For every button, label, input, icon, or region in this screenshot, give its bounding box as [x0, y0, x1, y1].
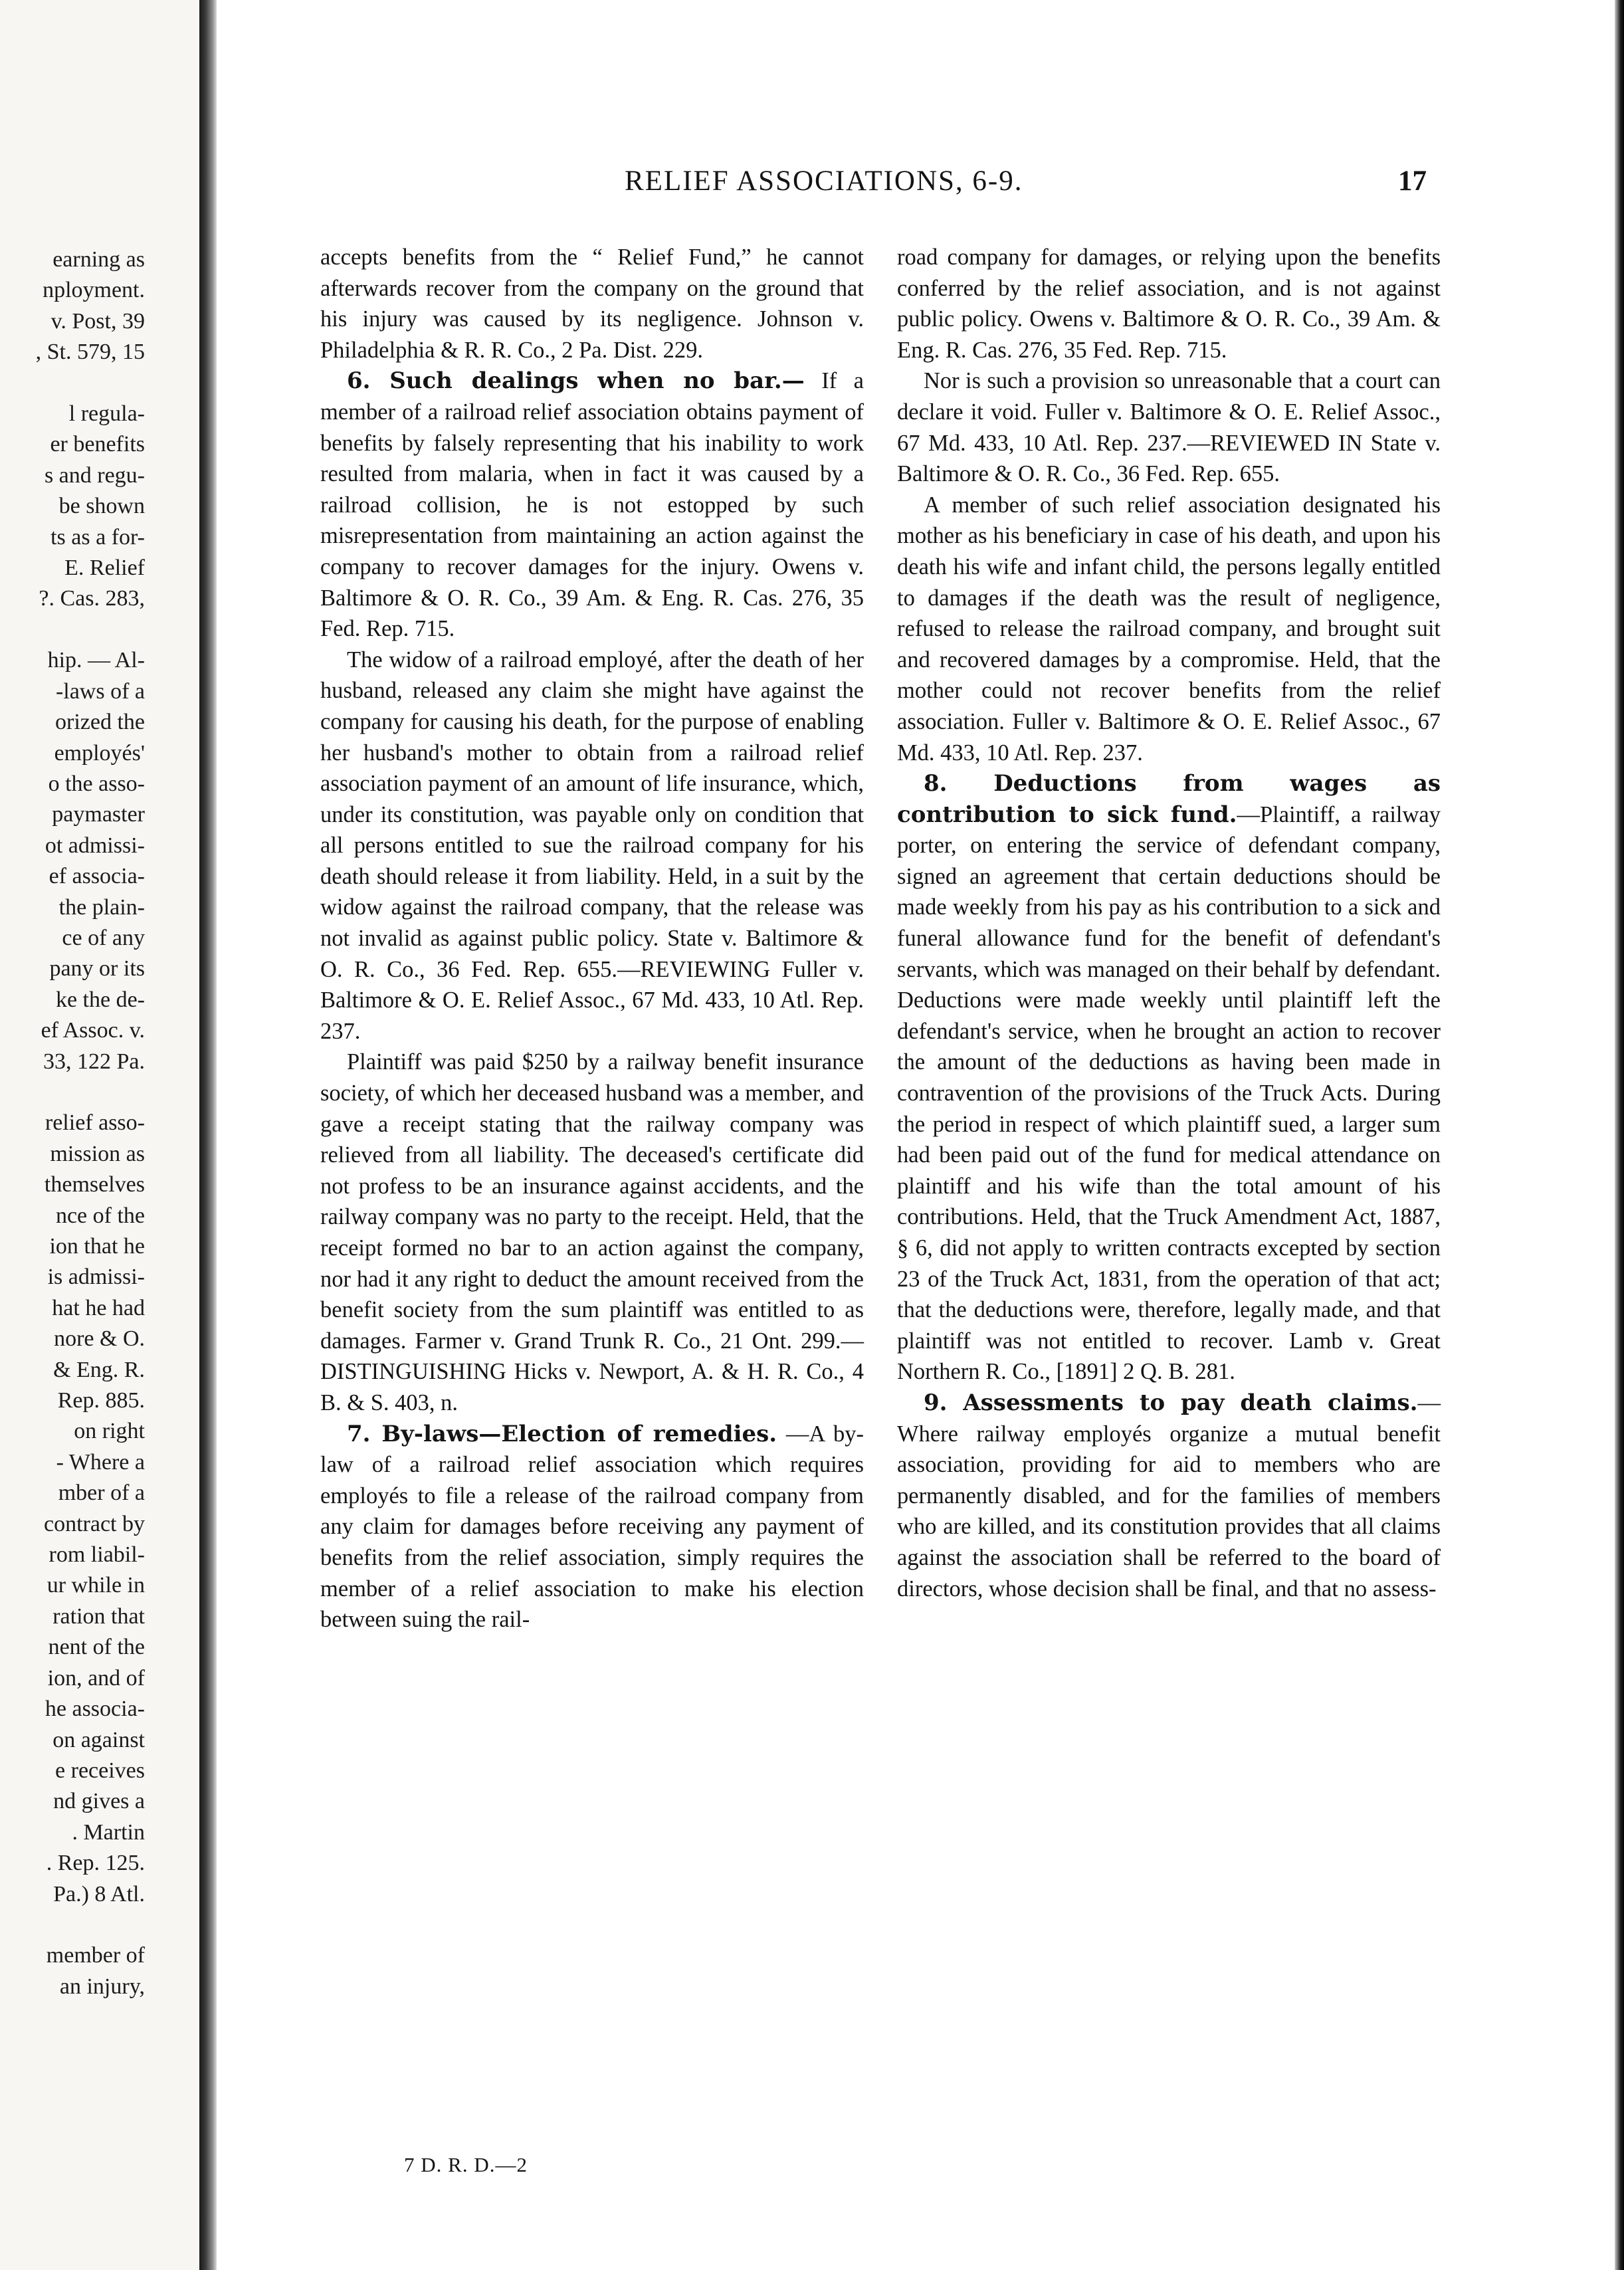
facing-page-line: mission as — [50, 1141, 145, 1166]
facing-page-line: an injury, — [59, 1974, 145, 1999]
paragraph: A member of such relief association designated his mother as his beneficiary in case of his death, and upon his death his wife and infant child, the persons legally entitled to damages if the death was the result of negligence, refused to release the railroad company, and brought suit and recovered damages by a compromise. Held, that the mother could not recover benefits from the relief association. Fuller v. Baltimore & O. E. Relief Assoc., 67 Md. 433, 10 Atl. Rep. 237. — [897, 492, 1441, 766]
facing-page-line: pany or its — [49, 956, 145, 981]
facing-page-line: ef associa- — [49, 864, 145, 889]
paragraph: Nor is such a provision so unreasonable that a court can declare it void. Fuller v. Baltimore & O. E. Relief Assoc., 67 Md. 433, 10 Atl. Rep. 237.—REVIEWED IN State v. Baltimore & O. R. Co., 36 Fed. Rep. 655. — [897, 368, 1441, 487]
facing-page-line: o the asso- — [48, 771, 145, 796]
facing-page-line: ef Assoc. v. — [41, 1018, 145, 1043]
facing-page-line — [0, 1910, 145, 1940]
facing-page-line: ot admissi- — [45, 833, 145, 858]
facing-page-strip — [0, 0, 199, 2270]
facing-page-line: ce of any — [62, 925, 145, 950]
facing-page-line — [0, 368, 145, 399]
facing-page-line: earning as — [52, 247, 145, 272]
section-body: —Plaintiff, a railway porter, on entering the service of defendant company, signed an agreement that certain deductions should be made weekly from his pay as his contribution to a sick and funeral allowance fund for the benefit of defendant's servants, which was managed on their behalf by defendant. Deductions were made weekly until plaintiff left the defendant's service, when he brought an action to recover the amount of the deductions as having been made in contravention of the provisions of the Truck Acts. During the period in respect of which plaintiff sued, a larger sum had been paid out of the fund for medical attendance on plaintiff and his wife than the total amount of his contributions. Held, that the Truck Amendment Act, 1887, § 6, did not apply to written contracts excepted by section 23 of the Truck Act, 1831, from the operation of that act; that the deductions were, therefore, legally made, and that plaintiff was not entitled to recover. Lamb v. Great Northern R. Co., [1891] 2 Q. B. 281. — [897, 801, 1441, 1385]
facing-page-line: nce of the — [55, 1203, 145, 1228]
book-gutter — [199, 0, 217, 2270]
text-column-left — [320, 242, 864, 1635]
section-body: —Where railway employés organize a mutual benefit association, providing for aid to members who are permanently disabled, and for the families of members who are killed, and its constitution provides that all claims against the association shall be referred to the board of directors, whose decision shall be final, and that no assess- — [897, 1390, 1441, 1601]
section-body: If a member of a railroad relief association obtains payment of benefits by falsely representing that his inability to work resulted from malaria, when in fact it was caused by a railroad collision, he is not estopped by such misrepresentation from maintaining an action against the company to recover damages for the injury. Owens v. Baltimore & O. R. Co., 39 Am. & Eng. R. Cas. 276, 35 Fed. Rep. 715. — [320, 368, 864, 642]
facing-page-line: be shown — [58, 494, 145, 519]
facing-page-line: - Where a — [56, 1449, 145, 1475]
paragraph: accepts benefits from the “ Relief Fund,” he cannot afterwards recover from the company on the ground that his injury was caused by its negligence. Johnson v. Philadelphia & R. R. Co., 2 Pa. Dist. 229. — [320, 245, 864, 363]
running-header: RELIEF ASSOCIATIONS, 6-9. — [625, 165, 1023, 197]
facing-page-line: nployment. — [43, 278, 145, 303]
page-number: 17 — [1398, 165, 1427, 197]
facing-page-line: he associa- — [45, 1697, 145, 1722]
facing-page-line: & Eng. R. — [53, 1357, 145, 1382]
section-heading: 9. Assessments to pay death claims. — [924, 1389, 1418, 1416]
facing-page-line: ?. Cas. 283, — [39, 586, 145, 611]
facing-page-line: hat he had — [52, 1295, 145, 1320]
facing-page-text — [0, 245, 145, 2002]
facing-page-line: Pa.) 8 Atl. — [53, 1881, 145, 1907]
facing-page-line: . Rep. 125. — [46, 1851, 145, 1876]
facing-page-line: rom liabil- — [49, 1542, 145, 1568]
facing-page-line: the plain- — [58, 894, 145, 920]
facing-page-line: hip. — Al- — [47, 648, 145, 673]
facing-page-line: on against — [52, 1727, 145, 1752]
section-8 — [897, 768, 1441, 1388]
facing-page-line — [0, 1077, 145, 1108]
facing-page-line: ke the de- — [55, 987, 145, 1012]
facing-page-line: ur while in — [47, 1573, 145, 1598]
facing-page-line: paymaster — [52, 802, 145, 827]
section-heading: 7. By-laws—Election of remedies. — [347, 1420, 777, 1447]
facing-page-line: , St. 579, 15 — [35, 340, 145, 365]
paragraph: The widow of a railroad employé, after the death of her husband, released any claim she might have against the company for causing his death, for the purpose of enabling her husband's mother to obtain from a railroad relief association payment of an amount of life insurance, which, under its constitution, was payable only on condition that all persons entitled to sue the railroad company for his death should release it from liability. Held, in a suit by the widow against the railroad company, that the release was not invalid as against public policy. State v. Baltimore & O. R. Co., 36 Fed. Rep. 655.—REVIEWING Fuller v. Baltimore & O. E. Relief Assoc., 67 Md. 433, 10 Atl. Rep. 237. — [320, 647, 864, 1044]
facing-page-line: mber of a — [58, 1481, 145, 1506]
facing-page-line: -laws of a — [55, 678, 145, 704]
facing-page-line: 33, 122 Pa. — [43, 1049, 145, 1074]
facing-page-line: nd gives a — [53, 1789, 145, 1814]
facing-page-line: themselves — [44, 1172, 145, 1197]
facing-page-line: nent of the — [48, 1635, 145, 1660]
page-edge — [1615, 0, 1624, 2270]
facing-page-line: ration that — [52, 1603, 145, 1629]
facing-page-line: on right — [74, 1419, 145, 1444]
facing-page-line: v. Post, 39 — [51, 308, 145, 334]
paragraph: road company for damages, or relying upon the benefits conferred by the relief association, and is not against public policy. Owens v. Baltimore & O. R. Co., 39 Am. & Eng. R. Cas. 276, 35 Fed. Rep. 715. — [897, 245, 1441, 363]
section-heading: 8. Deductions from wages as contribution to sick fund. — [897, 770, 1441, 828]
facing-page-line: relief asso- — [45, 1110, 145, 1136]
facing-page-line: orized the — [55, 710, 145, 735]
facing-page-line — [0, 615, 145, 645]
facing-page-line: ion that he — [49, 1234, 145, 1259]
section-heading: 6. Such dealings when no bar.— — [347, 367, 805, 395]
facing-page-line: s and regu- — [44, 463, 145, 488]
facing-page-line: is admissi- — [47, 1265, 145, 1290]
paragraph: Plaintiff was paid $250 by a railway benefit insurance society, of which her deceased husband was a member, and gave a receipt stating that the railway company was relieved from all liability. The deceased's certificate did not profess to be an insurance against accidents, and the railway company was no party to the receipt. Held, that the receipt formed no bar to an action against the company, nor had it any right to deduct the amount received from the benefit society from the sum plaintiff was entitled to as damages. Farmer v. Grand Trunk R. Co., 21 Ont. 299.—DISTINGUISHING Hicks v. Newport, A. & H. R. Co., 4 B. & S. 403, n. — [320, 1049, 864, 1415]
facing-page-line: contract by — [44, 1511, 145, 1536]
section-6 — [320, 365, 864, 644]
text-column-right — [897, 242, 1441, 1604]
signature-mark: 7 D. R. D.—2 — [404, 2153, 528, 2176]
section-9 — [897, 1388, 1441, 1604]
facing-page-line: l regula- — [68, 401, 145, 427]
facing-page-line: E. Relief — [64, 556, 145, 581]
facing-page-line: . Martin — [72, 1819, 145, 1845]
section-body: —A by-law of a railroad relief association which requires employés to file a release of the railroad company from any claim for damages before receiving any payment of benefits from the relief association, simply requires the member of a relief association to make his election between suing the rail- — [320, 1421, 864, 1633]
facing-page-line: ion, and of — [47, 1665, 145, 1691]
facing-page-line: member of — [46, 1943, 145, 1968]
facing-page-line: ts as a for- — [51, 524, 145, 550]
section-7 — [320, 1419, 864, 1635]
facing-page-line: e receives — [55, 1758, 145, 1783]
facing-page-line: Rep. 885. — [57, 1388, 145, 1413]
facing-page-line: er benefits — [50, 432, 145, 457]
facing-page-line: nore & O. — [54, 1326, 145, 1352]
facing-page-line: employés' — [54, 740, 145, 766]
